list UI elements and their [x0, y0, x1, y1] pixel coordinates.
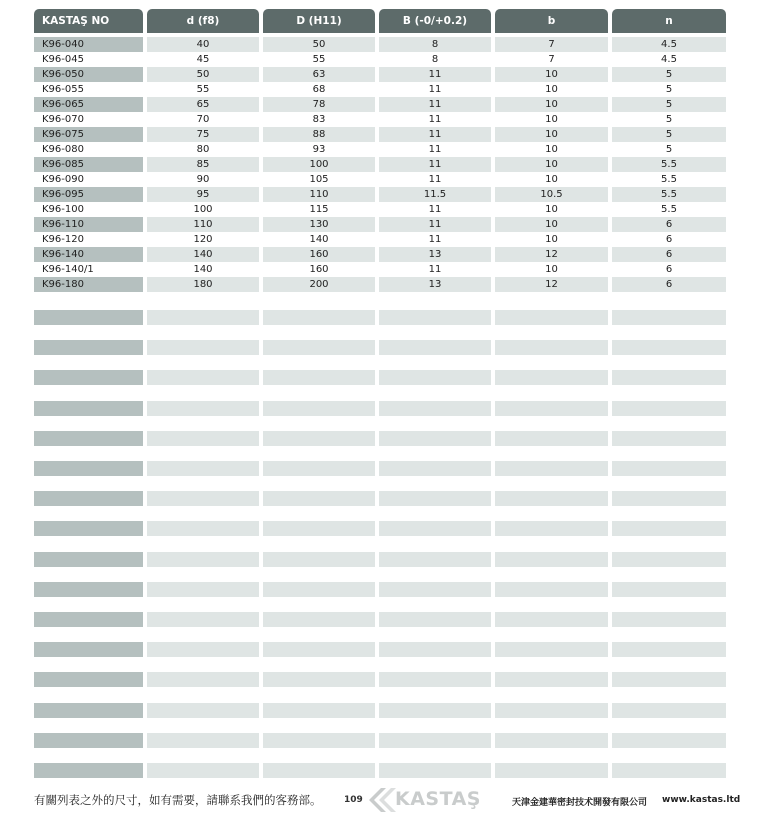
table-cell: 80 [196, 144, 210, 155]
table-row [34, 172, 726, 187]
cell-part-number: K96-040 [34, 37, 143, 52]
table-cell: 120 [193, 234, 213, 245]
empty-cell [263, 552, 375, 567]
table-cell: 110 [147, 217, 259, 232]
table-cell: 200 [263, 277, 375, 292]
header-kastas-no: KASTAŞ NO [34, 9, 143, 33]
empty-cell [34, 491, 143, 506]
empty-table-row [34, 431, 726, 446]
cell-part-number: K96-050 [34, 67, 143, 82]
empty-cell [379, 703, 491, 718]
table-row [34, 262, 726, 277]
empty-cell [379, 370, 491, 385]
empty-cell [379, 642, 491, 657]
table-cell: 11 [428, 114, 442, 125]
empty-cell [612, 310, 726, 325]
table-cell: 68 [312, 84, 326, 95]
empty-cell [379, 491, 491, 506]
empty-cell [612, 521, 726, 536]
table-cell: 180 [147, 277, 259, 292]
empty-cell [263, 642, 375, 657]
empty-cell [612, 431, 726, 446]
empty-cell [147, 733, 259, 748]
header-n: n [612, 9, 726, 33]
empty-cell [263, 703, 375, 718]
table-cell: 85 [147, 157, 259, 172]
empty-cell [495, 340, 608, 355]
empty-table-row [34, 582, 726, 597]
empty-table-row [34, 461, 726, 476]
table-cell: 4.5 [661, 54, 677, 65]
footer-note: 有關列表之外的尺寸，如有需要，請聯系我們的客務部。 [34, 793, 322, 807]
cell-part-number: K96-180 [34, 277, 143, 292]
empty-cell [147, 612, 259, 627]
empty-cell [495, 401, 608, 416]
empty-cell [379, 431, 491, 446]
table-cell: 5 [665, 144, 673, 155]
cell-part-number: K96-070 [42, 114, 84, 125]
table-cell: 65 [147, 97, 259, 112]
cell-part-number: K96-080 [42, 144, 84, 155]
empty-cell [495, 310, 608, 325]
table-cell: 10 [495, 217, 608, 232]
empty-cell [612, 370, 726, 385]
table-cell: 11 [428, 234, 442, 245]
table-body [34, 37, 726, 292]
empty-table-row [34, 521, 726, 536]
empty-cell [34, 582, 143, 597]
table-cell: 8 [379, 37, 491, 52]
table-row [34, 202, 726, 217]
empty-cell [495, 642, 608, 657]
empty-cell [495, 552, 608, 567]
empty-cell [612, 672, 726, 687]
empty-cell [34, 310, 143, 325]
empty-cell [34, 733, 143, 748]
table-cell: 10 [495, 67, 608, 82]
cell-part-number: K96-120 [42, 234, 84, 245]
empty-cell [379, 340, 491, 355]
table-cell: 6 [665, 264, 673, 275]
table-cell: 5.5 [612, 187, 726, 202]
empty-table-row [34, 370, 726, 385]
page-number: 109 [344, 795, 363, 805]
table-cell: 10 [545, 204, 558, 215]
empty-cell [263, 672, 375, 687]
empty-table-row [34, 612, 726, 627]
table-cell: 11.5 [379, 187, 491, 202]
empty-cell [495, 461, 608, 476]
table-cell: 10.5 [495, 187, 608, 202]
table-cell: 10 [545, 144, 558, 155]
empty-cell [495, 672, 608, 687]
table-cell: 50 [147, 67, 259, 82]
table-cell: 10 [545, 114, 558, 125]
empty-cell [379, 521, 491, 536]
table-cell: 10 [495, 97, 608, 112]
empty-cell [34, 703, 143, 718]
empty-table-row [34, 672, 726, 687]
empty-cell [263, 310, 375, 325]
empty-cell [147, 431, 259, 446]
table-row [34, 277, 726, 292]
empty-cell [147, 461, 259, 476]
table-cell: 11 [428, 174, 442, 185]
empty-cell [147, 340, 259, 355]
cell-part-number: K96-100 [42, 204, 84, 215]
table-cell: 12 [495, 277, 608, 292]
table-cell: 11 [379, 97, 491, 112]
empty-table-row [34, 763, 726, 778]
table-row [34, 142, 726, 157]
company-name: 天津金建華密封技术開發有限公司 [512, 798, 648, 808]
kastas-logo-icon [367, 786, 397, 814]
table-row [34, 187, 726, 202]
empty-cell [612, 763, 726, 778]
table-cell: 10 [545, 84, 558, 95]
empty-cell [379, 733, 491, 748]
empty-cell [495, 763, 608, 778]
header-B: B (-0/+0.2) [379, 9, 491, 33]
empty-table-row [34, 703, 726, 718]
table-cell: 88 [263, 127, 375, 142]
empty-cell [263, 612, 375, 627]
table-cell: 11 [379, 67, 491, 82]
cell-part-number: K96-140/1 [42, 264, 94, 275]
table-cell: 13 [379, 247, 491, 262]
table-cell: 140 [147, 247, 259, 262]
empty-cell [612, 491, 726, 506]
table-cell: 11 [379, 127, 491, 142]
empty-cell [263, 370, 375, 385]
table-cell: 11 [428, 264, 442, 275]
table-cell: 50 [263, 37, 375, 52]
table-row [34, 52, 726, 67]
table-cell: 78 [263, 97, 375, 112]
empty-cell [612, 612, 726, 627]
empty-table-row [34, 733, 726, 748]
table-cell: 110 [263, 187, 375, 202]
empty-cell [147, 370, 259, 385]
empty-cell [495, 582, 608, 597]
empty-table-row [34, 642, 726, 657]
empty-cell [34, 672, 143, 687]
cell-part-number: K96-075 [34, 127, 143, 142]
cell-part-number: K96-095 [34, 187, 143, 202]
empty-cell [495, 733, 608, 748]
table-cell: 7 [548, 54, 555, 65]
table-cell: 90 [196, 174, 210, 185]
website-link[interactable]: www.kastas.ltd [662, 795, 741, 805]
empty-cell [34, 461, 143, 476]
table-cell: 55 [312, 54, 326, 65]
empty-cell [379, 552, 491, 567]
empty-cell [147, 552, 259, 567]
empty-cell [495, 370, 608, 385]
empty-cell [147, 672, 259, 687]
header-D-H11: D (H11) [263, 9, 375, 33]
empty-cell [612, 733, 726, 748]
table-row [34, 247, 726, 262]
table-cell: 5 [612, 67, 726, 82]
empty-table-row [34, 310, 726, 325]
empty-cell [34, 340, 143, 355]
cell-part-number: K96-055 [42, 84, 84, 95]
cell-part-number: K96-045 [42, 54, 84, 65]
table-cell: 140 [309, 234, 329, 245]
empty-cell [34, 642, 143, 657]
empty-cell [379, 672, 491, 687]
table-cell: 5 [665, 114, 673, 125]
empty-cell [34, 401, 143, 416]
empty-cell [263, 733, 375, 748]
table-cell: 11 [428, 144, 442, 155]
table-cell: 6 [612, 247, 726, 262]
table-cell: 75 [147, 127, 259, 142]
cell-part-number: K96-085 [34, 157, 143, 172]
empty-cell [147, 582, 259, 597]
table-row [34, 97, 726, 112]
table-row [34, 112, 726, 127]
table-cell: 10 [545, 174, 558, 185]
empty-cell [379, 461, 491, 476]
empty-cell [379, 401, 491, 416]
empty-cell [263, 461, 375, 476]
empty-cell [612, 552, 726, 567]
table-cell: 70 [196, 114, 210, 125]
cell-part-number: K96-140 [34, 247, 143, 262]
table-cell: 140 [193, 264, 213, 275]
empty-cell [495, 491, 608, 506]
empty-cell [34, 552, 143, 567]
table-row [34, 82, 726, 97]
empty-cell [147, 310, 259, 325]
empty-table-row [34, 340, 726, 355]
empty-cell [612, 401, 726, 416]
table-cell: 6 [612, 217, 726, 232]
empty-cell [263, 340, 375, 355]
empty-cell [147, 401, 259, 416]
table-row [34, 232, 726, 247]
table-cell: 11 [379, 157, 491, 172]
table-cell: 10 [495, 127, 608, 142]
empty-cell [263, 763, 375, 778]
table-cell: 105 [309, 174, 329, 185]
empty-cell [612, 461, 726, 476]
empty-cell [147, 642, 259, 657]
table-cell: 5.5 [661, 174, 677, 185]
empty-cell [612, 582, 726, 597]
table-cell: 55 [196, 84, 210, 95]
table-cell: 10 [545, 264, 558, 275]
header-b: b [495, 9, 608, 33]
empty-cell [495, 431, 608, 446]
empty-cell [612, 642, 726, 657]
cell-part-number: K96-090 [42, 174, 84, 185]
table-cell: 6 [665, 234, 673, 245]
empty-cell [612, 703, 726, 718]
table-cell: 11 [379, 217, 491, 232]
table-cell: 5 [665, 84, 673, 95]
table-row [34, 67, 726, 82]
table-cell: 5.5 [612, 157, 726, 172]
empty-cell [263, 521, 375, 536]
empty-cell [495, 703, 608, 718]
empty-cell [379, 310, 491, 325]
table-row [34, 127, 726, 142]
kastas-logo [367, 786, 481, 814]
empty-cell [263, 582, 375, 597]
table-header-row [34, 9, 726, 33]
empty-cell [147, 491, 259, 506]
empty-cell [263, 431, 375, 446]
table-cell: 8 [431, 54, 439, 65]
table-cell: 11 [428, 204, 442, 215]
table-cell: 100 [193, 204, 213, 215]
table-cell: 5 [612, 127, 726, 142]
empty-cell [147, 763, 259, 778]
empty-cell [34, 370, 143, 385]
table-row [34, 37, 726, 52]
empty-cell [612, 340, 726, 355]
empty-cell [379, 612, 491, 627]
table-cell: 5.5 [661, 204, 677, 215]
logo-wordmark: KASTAŞ [395, 788, 481, 810]
table-cell: 130 [263, 217, 375, 232]
table-cell: 100 [263, 157, 375, 172]
table-cell: 63 [263, 67, 375, 82]
table-cell: 11 [428, 84, 442, 95]
empty-cell [263, 401, 375, 416]
table-cell: 115 [309, 204, 329, 215]
table-cell: 6 [612, 277, 726, 292]
empty-cell [34, 431, 143, 446]
empty-cell [147, 521, 259, 536]
table-cell: 160 [263, 247, 375, 262]
table-cell: 12 [495, 247, 608, 262]
table-cell: 10 [495, 157, 608, 172]
empty-cell [495, 521, 608, 536]
empty-table-row [34, 401, 726, 416]
table-cell: 160 [309, 264, 329, 275]
dimension-table [34, 9, 726, 292]
header-d-f8: d (f8) [147, 9, 259, 33]
empty-cell [34, 612, 143, 627]
empty-cell [495, 612, 608, 627]
table-cell: 13 [379, 277, 491, 292]
table-cell: 10 [545, 234, 558, 245]
empty-cell [263, 491, 375, 506]
table-cell: 5 [612, 97, 726, 112]
table-cell: 95 [147, 187, 259, 202]
cell-part-number: K96-065 [34, 97, 143, 112]
empty-cell [147, 703, 259, 718]
table-cell: 4.5 [612, 37, 726, 52]
empty-cell [379, 582, 491, 597]
table-cell: 93 [312, 144, 326, 155]
empty-cell [34, 763, 143, 778]
cell-part-number: K96-110 [34, 217, 143, 232]
empty-table-row [34, 491, 726, 506]
table-row [34, 157, 726, 172]
page-footer [0, 784, 760, 824]
empty-cell [379, 763, 491, 778]
table-row [34, 217, 726, 232]
table-cell: 83 [312, 114, 326, 125]
table-cell: 7 [495, 37, 608, 52]
table-cell: 45 [196, 54, 210, 65]
empty-cell [34, 521, 143, 536]
empty-table-row [34, 552, 726, 567]
table-cell: 40 [147, 37, 259, 52]
